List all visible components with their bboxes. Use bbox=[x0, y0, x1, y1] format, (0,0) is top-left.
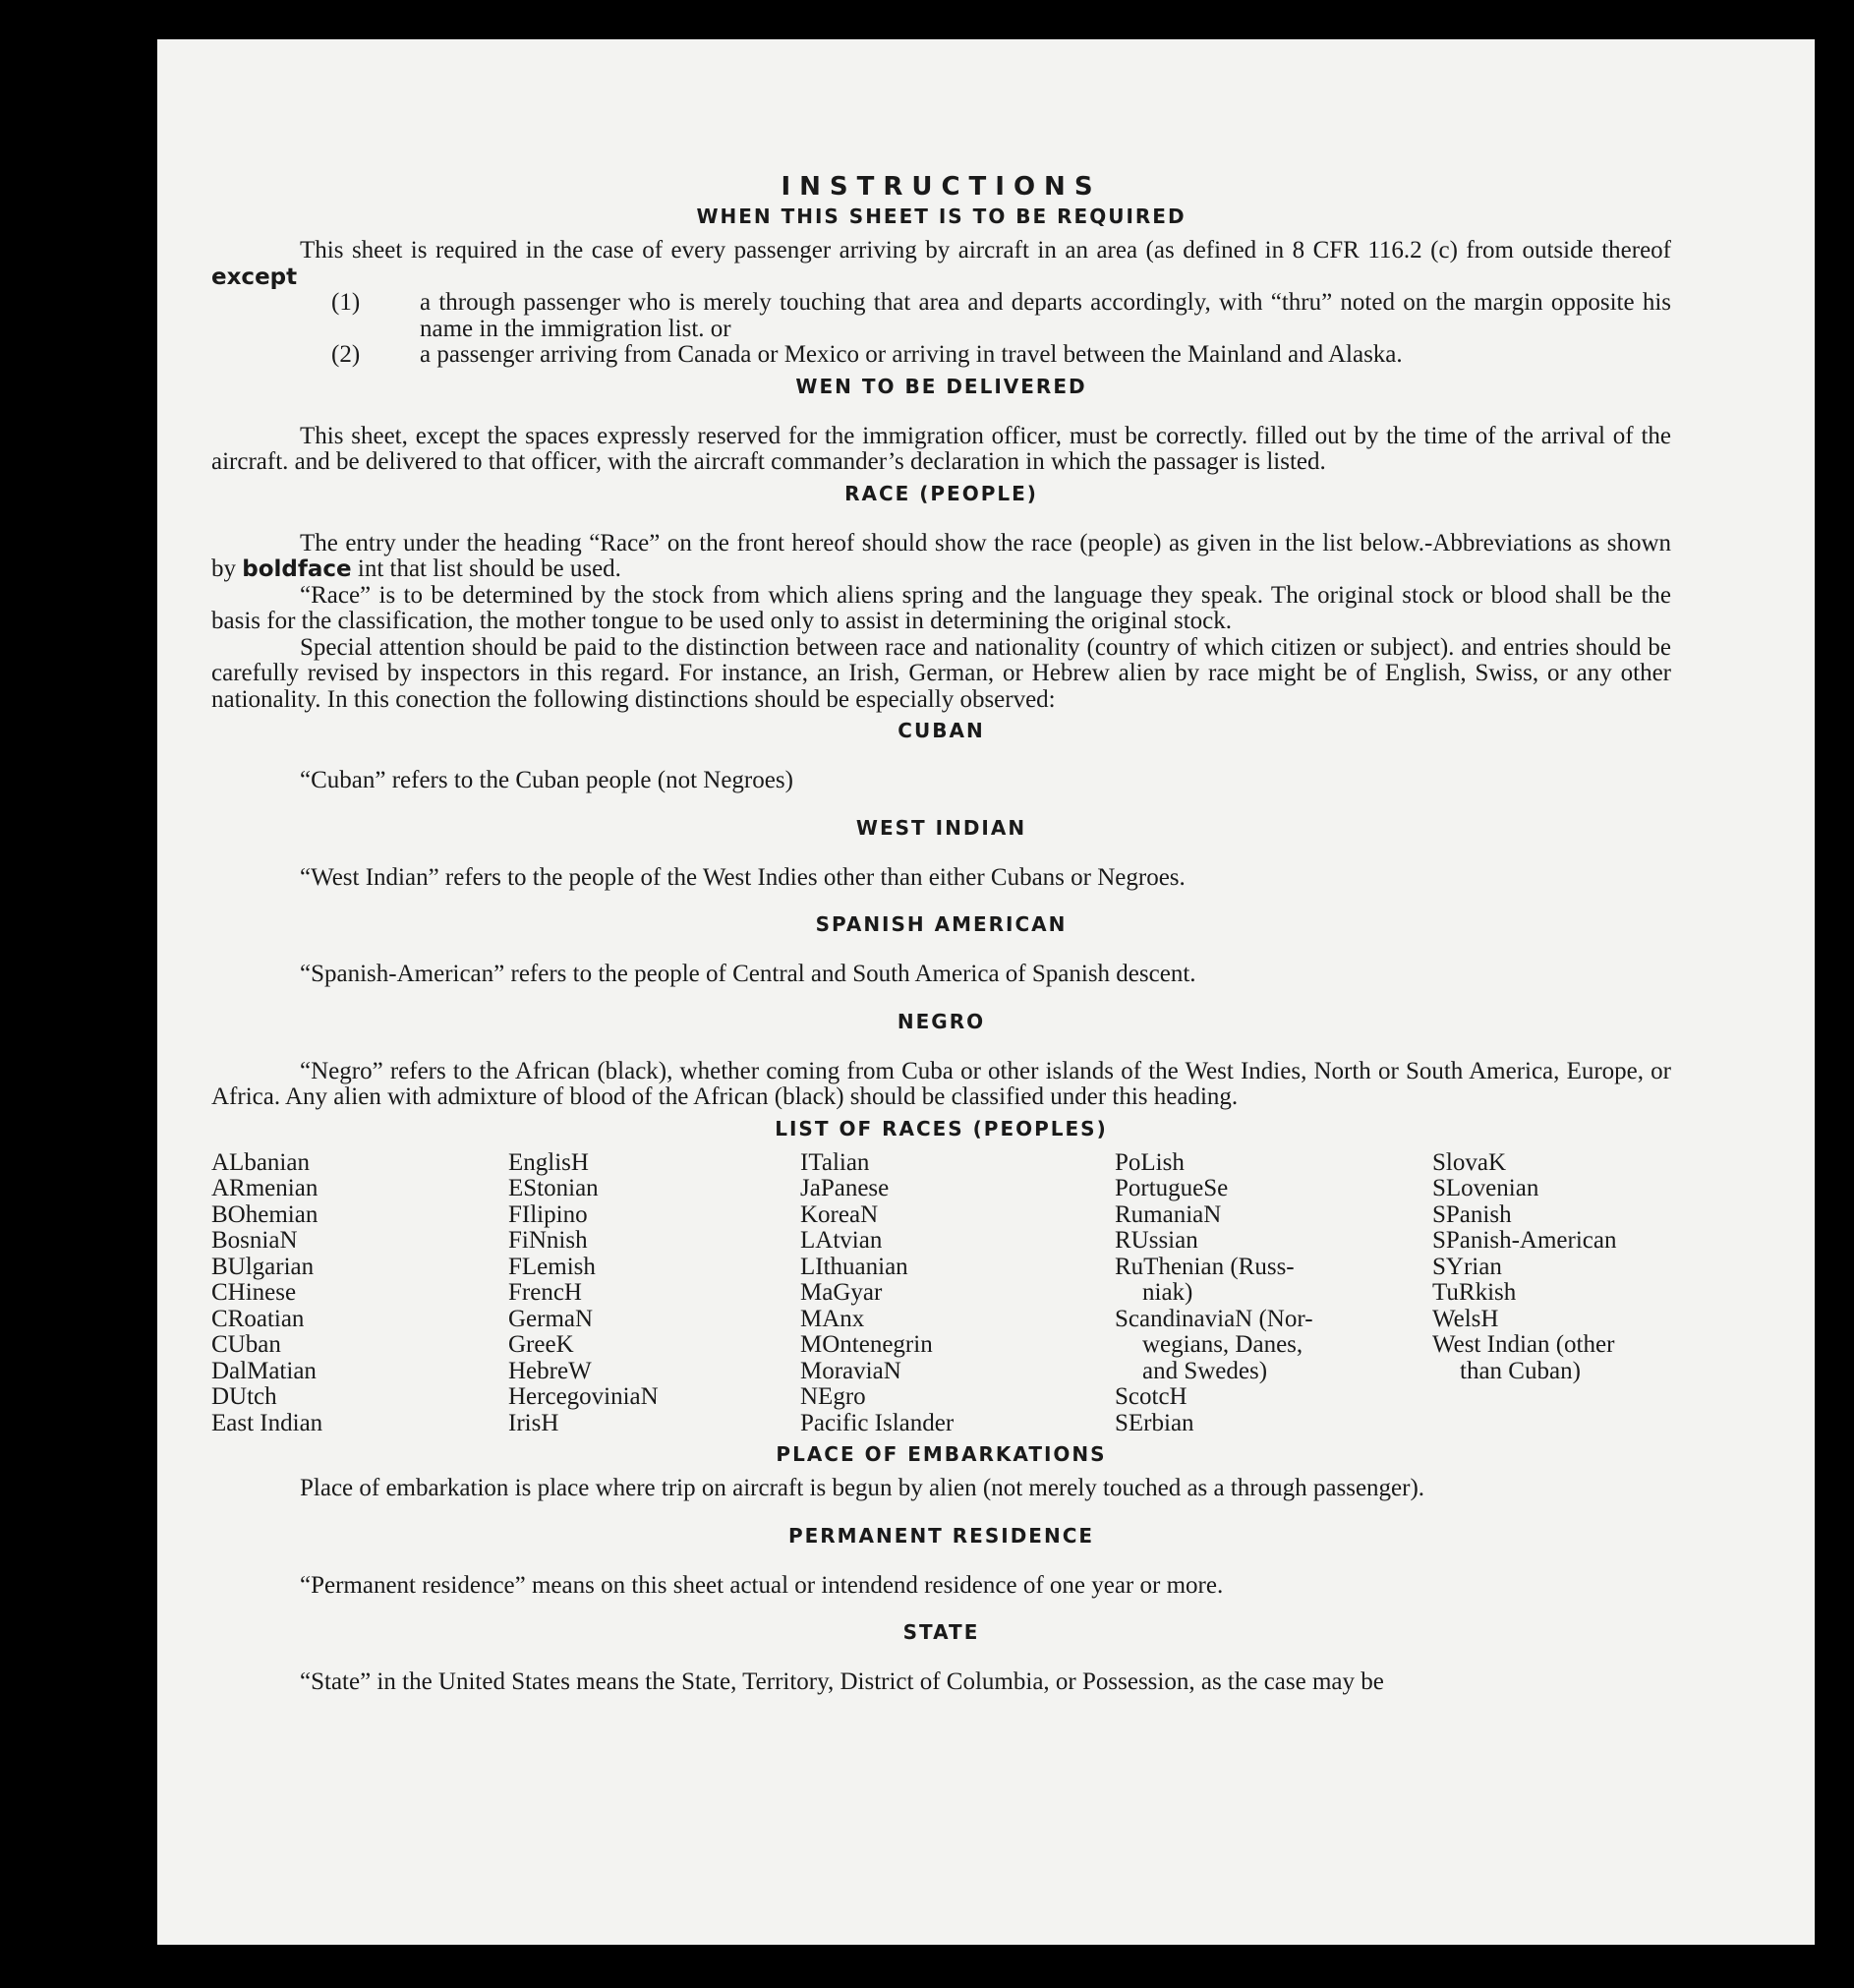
spacer bbox=[211, 988, 1671, 1004]
race-item: GermaN bbox=[508, 1305, 594, 1332]
spacer bbox=[211, 891, 1671, 906]
required-item-1 bbox=[211, 290, 1671, 342]
race-item: MOntenegrin bbox=[800, 1331, 933, 1358]
list-of-races-heading: LIST OF RACES (PEOPLES) bbox=[775, 1116, 1108, 1140]
race-item: ScotcH bbox=[1115, 1383, 1188, 1410]
race-item: LIthuanian bbox=[800, 1253, 908, 1280]
permanent-residence-heading: PERMANENT RESIDENCE bbox=[787, 1523, 1095, 1548]
spacer bbox=[211, 946, 1671, 962]
negro-paragraph: “Negro” refers to the African (black), whether coming from Cuba or other islands of the West Indies, North or South America, Europe, or Africa. Any alien with admixture of blood of the African (black) should be classified under this heading. bbox=[211, 1057, 1671, 1110]
race-item: GreeK bbox=[508, 1331, 574, 1358]
spacer bbox=[211, 515, 1671, 531]
race-item: IrisH bbox=[508, 1409, 559, 1436]
race-item bbox=[1115, 1307, 1432, 1385]
race-item-line: West Indian (other bbox=[1432, 1331, 1615, 1358]
races-column-3 bbox=[800, 1150, 1115, 1437]
races-column-2 bbox=[508, 1150, 800, 1437]
race-item: HebreW bbox=[508, 1357, 592, 1384]
race-item: East Indian bbox=[211, 1409, 323, 1436]
race-item: DalMatian bbox=[211, 1357, 317, 1384]
race-item-continuation: niak) bbox=[1142, 1279, 1193, 1306]
place-of-embarkation-heading: PLACE OF EMBARKATIONS bbox=[776, 1442, 1107, 1466]
race-item: TuRkish bbox=[1432, 1279, 1517, 1306]
race-paragraph-2: “Race” is to be determined by the stock from which aliens spring and the language they speak. The original stock or blood shall be the basis for the classification, the mother tongue to be used only to assist in determining the original stock. bbox=[211, 581, 1671, 634]
state-heading: STATE bbox=[902, 1620, 980, 1644]
spanish-american-heading: SPANISH AMERICAN bbox=[815, 912, 1068, 936]
required-item-2 bbox=[211, 342, 1671, 369]
cuban-heading: CUBAN bbox=[898, 719, 985, 742]
race-item-continuation: than Cuban) bbox=[1460, 1357, 1581, 1384]
embarkation-paragraph: Place of embarkation is place where trip on aircraft is begun by alien (not merely touched as a through passenger). bbox=[300, 1475, 1425, 1501]
race-item: JaPanese bbox=[800, 1175, 890, 1201]
spacer bbox=[211, 794, 1671, 810]
west-indian-heading: WEST INDIAN bbox=[855, 815, 1027, 840]
race-item: BUlgarian bbox=[211, 1253, 315, 1280]
negro-heading: NEGRO bbox=[897, 1009, 986, 1033]
race-item: KoreaN bbox=[800, 1200, 879, 1228]
race-heading: RACE (PEOPLE) bbox=[844, 481, 1038, 505]
spacer bbox=[211, 849, 1671, 865]
spacer bbox=[211, 1043, 1671, 1059]
race-item bbox=[1115, 1255, 1432, 1307]
west-indian-paragraph: “West Indian” refers to the people of the West Indies other than either Cubans or Negroes. bbox=[300, 863, 1186, 891]
races-column-5 bbox=[1432, 1150, 1671, 1437]
spacer bbox=[211, 1557, 1671, 1573]
item-text: a passenger arriving from Canada or Mexico or arriving in travel between the Mainland and Alaska. bbox=[420, 341, 1403, 368]
race-item: EnglisH bbox=[508, 1148, 589, 1176]
spacer bbox=[211, 1654, 1671, 1669]
race-item: LAtvian bbox=[800, 1227, 883, 1254]
delivered-paragraph: This sheet, except the spaces expressly reserved for the immigration officer, must be correctly. filled out by the time of the arrival of the aircraft. and be delivered to that officer, with the aircraft commander’s declaration in which the passager is listed. bbox=[211, 422, 1671, 475]
race-item: BOhemian bbox=[211, 1200, 319, 1228]
except-bold: except bbox=[211, 263, 298, 290]
race-item: SLovenian bbox=[1432, 1175, 1539, 1201]
race-item: PoLish bbox=[1115, 1148, 1185, 1176]
spacer bbox=[211, 408, 1671, 424]
race-item: ALbanian bbox=[211, 1148, 310, 1176]
race-paragraph-3: Special attention should be paid to the distinction between race and nationality (country of which citizen or subject). and entries should be carefully revised by inspectors in this regard. For instance, an Irish, German, or Hebrew alien by race might be of English, Swiss, or any other nationality. In this conection the following distinctions should be especially observed: bbox=[211, 633, 1671, 713]
race-item: CRoatian bbox=[211, 1305, 305, 1332]
race-item: MAnx bbox=[800, 1305, 865, 1332]
race-item-line: RuThenian (Russ- bbox=[1115, 1253, 1295, 1280]
spacer bbox=[211, 752, 1671, 768]
race-item: FLemish bbox=[508, 1253, 596, 1280]
race-item: SErbian bbox=[1115, 1409, 1194, 1436]
spanish-american-paragraph: “Spanish-American” refers to the people of Central and South America of Spanish descent. bbox=[300, 961, 1196, 987]
item-text: a through passenger who is merely touching that area and departs accordingly, with “thru” noted on the margin opposite his name in the immigration list. or bbox=[420, 289, 1671, 342]
spacer bbox=[211, 1599, 1671, 1614]
state-paragraph: “State” in the United States means the State, Territory, District of Columbia, or Possession, as the case may be bbox=[300, 1668, 1384, 1695]
race-item-continuation: and Swedes) bbox=[1142, 1357, 1268, 1384]
race-item: SPanish bbox=[1432, 1200, 1512, 1228]
item-number: (2) bbox=[331, 341, 361, 368]
race-item: FIlipino bbox=[508, 1200, 588, 1228]
race-item: RUssian bbox=[1115, 1227, 1198, 1254]
when-required-heading: WHEN THIS SHEET IS TO BE REQUIRED bbox=[696, 205, 1187, 228]
race-item: HercegoviniaN bbox=[508, 1383, 659, 1410]
race-item: MoraviaN bbox=[800, 1357, 901, 1384]
document-page bbox=[157, 39, 1815, 1945]
race-item: FrencH bbox=[508, 1279, 582, 1306]
races-list bbox=[211, 1150, 1671, 1437]
race-item: SlovaK bbox=[1432, 1148, 1506, 1176]
required-paragraph bbox=[211, 238, 1671, 290]
race-item: NEgro bbox=[800, 1383, 866, 1410]
race-item: CHinese bbox=[211, 1279, 297, 1306]
races-column-1 bbox=[211, 1150, 508, 1437]
race-item: EStonian bbox=[508, 1175, 599, 1201]
cuban-paragraph: “Cuban” refers to the Cuban people (not Negroes) bbox=[300, 767, 793, 793]
race-item: Pacific Islander bbox=[800, 1409, 955, 1436]
spacer bbox=[211, 1502, 1671, 1518]
race-item: SYrian bbox=[1432, 1253, 1502, 1280]
race-text: The entry under the heading “Race” on the front hereof should show the race (people) as given in the list below.-Abbreviations as shown by bbox=[211, 529, 1671, 582]
race-item: ARmenian bbox=[211, 1175, 319, 1201]
race-item: FiNnish bbox=[508, 1227, 588, 1254]
race-item: CUban bbox=[211, 1331, 281, 1358]
item-number: (1) bbox=[331, 289, 361, 316]
required-text: This sheet is required in the case of every passenger arriving by aircraft in an area (as defined in 8 CFR 116.2 (c) from outside thereof bbox=[300, 237, 1671, 263]
race-text: int that list should be used. bbox=[357, 555, 621, 582]
race-item bbox=[1432, 1332, 1671, 1384]
race-item: ITalian bbox=[800, 1148, 870, 1176]
residence-paragraph: “Permanent residence” means on this sheet actual or intendend residence of one year or more. bbox=[300, 1571, 1224, 1599]
races-column-4 bbox=[1115, 1150, 1432, 1437]
when-delivered-heading: WEN TO BE DELIVERED bbox=[795, 374, 1087, 398]
race-item: BosniaN bbox=[211, 1227, 298, 1254]
race-item-line: ScandinaviaN (Nor- bbox=[1115, 1305, 1313, 1332]
race-item: WelsH bbox=[1432, 1305, 1499, 1332]
race-item: DUtch bbox=[211, 1383, 277, 1410]
instructions-heading: INSTRUCTIONS bbox=[781, 172, 1102, 202]
race-item: MaGyar bbox=[800, 1279, 883, 1306]
race-paragraph-1 bbox=[211, 531, 1671, 583]
race-item: PortugueSe bbox=[1115, 1175, 1229, 1201]
race-item: RumaniaN bbox=[1115, 1200, 1222, 1228]
race-item: SPanish-American bbox=[1432, 1227, 1617, 1254]
document-content bbox=[211, 172, 1671, 1696]
boldface-word: boldface bbox=[242, 556, 352, 582]
race-item-continuation: wegians, Danes, bbox=[1142, 1331, 1304, 1358]
